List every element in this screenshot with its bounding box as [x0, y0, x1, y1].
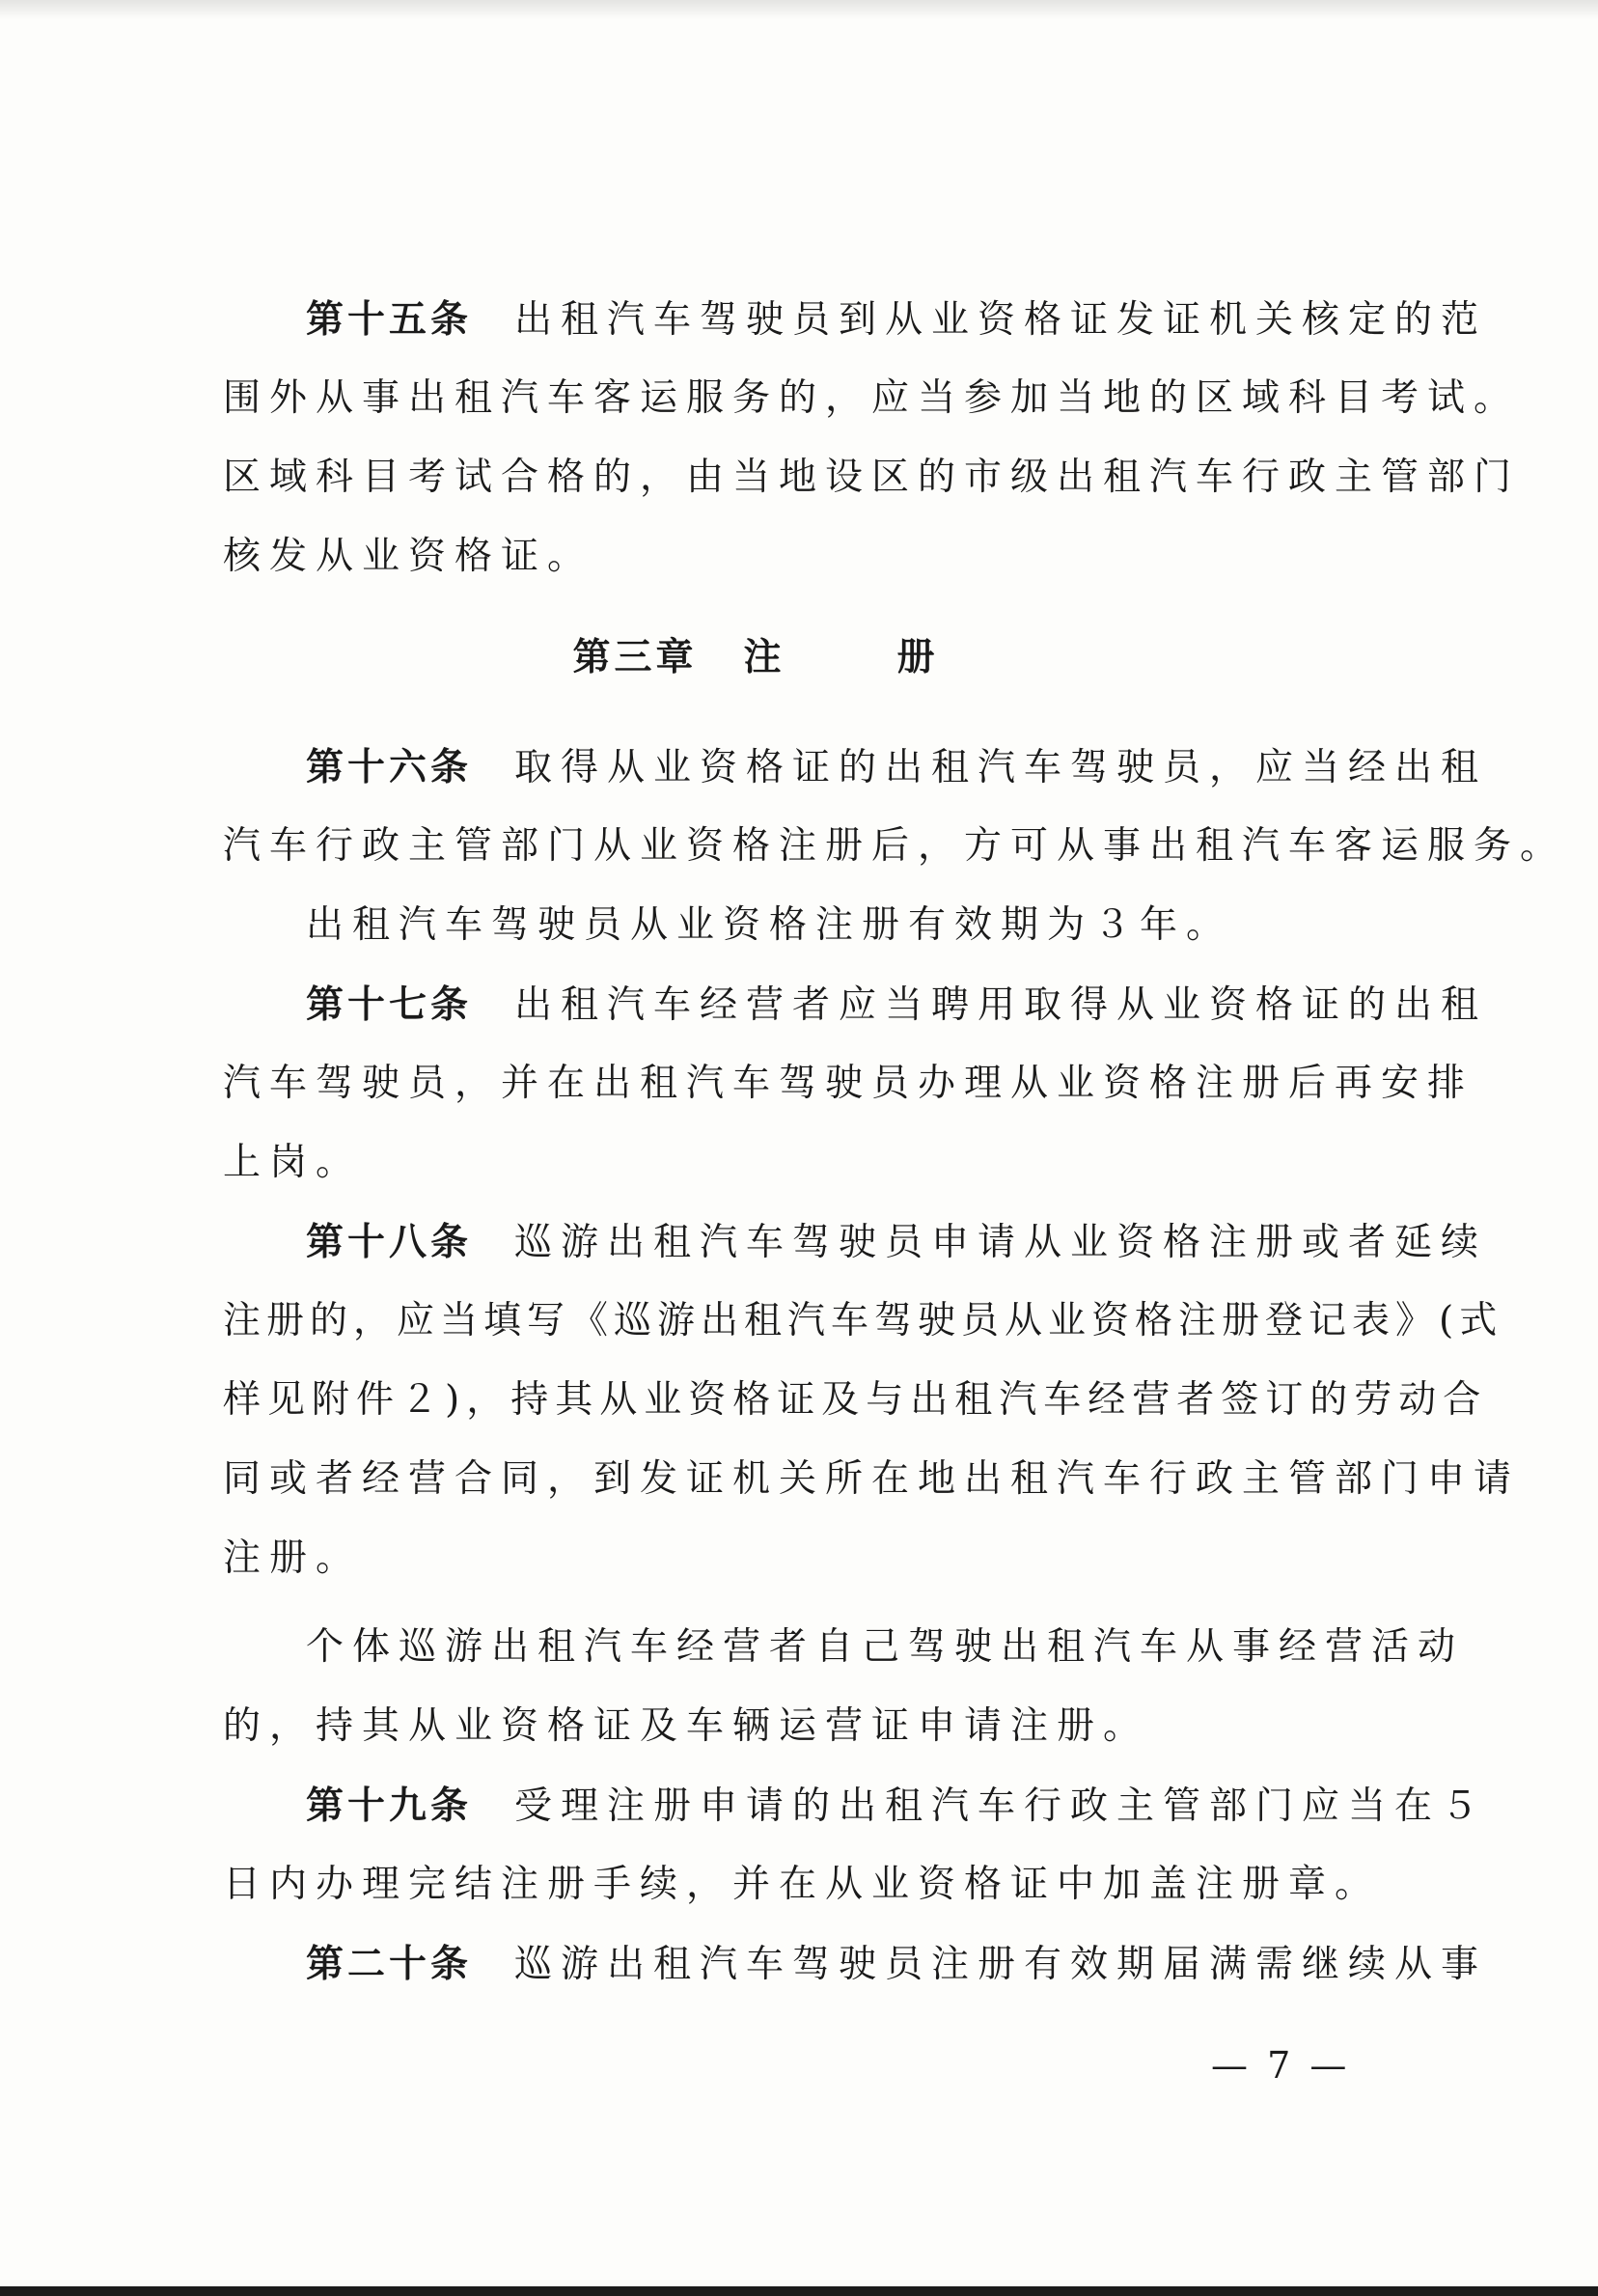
article-18-line-6: 个体巡游出租汽车经营者自己驾驶出租汽车从事经营活动: [306, 1625, 1465, 1669]
article-15-text-1: 出租汽车驾驶员到从业资格证发证机关核定的范: [514, 298, 1488, 342]
article-17-text-1: 出租汽车经营者应当聘用取得从业资格证的出租: [514, 983, 1488, 1027]
article-18-line-1: [223, 1203, 1488, 1282]
article-20-line-1: [223, 1924, 1488, 2004]
article-15-number: 第十五条: [306, 297, 473, 342]
article-19-line-2: 日内办理完结注册手续，并在从业资格证中加盖注册章。: [223, 1863, 1382, 1906]
article-15-line-3: 区域科目考试合格的，由当地设区的市级出租汽车行政主管部门: [223, 456, 1521, 499]
chapter-name: 注册: [743, 635, 1051, 679]
article-17-line-3: 上岗。: [223, 1141, 363, 1184]
article-18-line-4: 同或者经营合同，到发证机关所在地出租汽车行政主管部门申请: [223, 1457, 1521, 1501]
article-20-text-1: 巡游出租汽车驾驶员注册有效期届满需继续从事: [514, 1943, 1488, 1986]
chapter-heading: [223, 604, 1400, 710]
article-18-number: 第十八条: [306, 1220, 473, 1264]
page-number: — 7 —: [1211, 2044, 1351, 2087]
article-15-line-4: 核发从业资格证。: [223, 535, 594, 578]
article-19-text-1: 受理注册申请的出租汽车行政主管部门应当在５: [514, 1784, 1488, 1828]
article-16-line-1: [223, 728, 1488, 807]
article-17-line-1: [223, 965, 1488, 1044]
article-18-line-3: 样见附件２)，持其从业资格证及与出租汽车经营者签订的劳动合: [223, 1378, 1488, 1422]
article-19-line-1: [223, 1766, 1488, 1845]
article-16-text-1: 取得从业资格证的出租汽车驾驶员，应当经出租: [514, 746, 1488, 789]
article-15-line-2: 围外从事出租汽车客运服务的，应当参加当地的区域科目考试。: [223, 376, 1521, 420]
article-17-line-2: 汽车驾驶员，并在出租汽车驾驶员办理从业资格注册后再安排: [223, 1062, 1474, 1105]
scan-bottom-edge: [0, 2286, 1598, 2296]
article-18-text-1: 巡游出租汽车驾驶员申请从业资格注册或者延续: [514, 1221, 1488, 1264]
article-18-line-2: 注册的，应当填写《巡游出租汽车驾驶员从业资格注册登记表》(式: [223, 1299, 1503, 1342]
article-18-line-5: 注册。: [223, 1536, 363, 1580]
article-19-number: 第十九条: [306, 1784, 473, 1828]
scan-top-edge: [0, 0, 1598, 19]
article-16-line-3: 出租汽车驾驶员从业资格注册有效期为３年。: [306, 903, 1233, 947]
document-body: [223, 280, 1567, 2004]
article-18-line-7: 的，持其从业资格证及车辆运营证申请注册。: [223, 1704, 1150, 1748]
chapter-label: 第三章: [572, 635, 698, 679]
article-15-line-1: [223, 280, 1488, 359]
article-16-number: 第十六条: [306, 745, 473, 789]
article-20-number: 第二十条: [306, 1942, 473, 1986]
article-16-line-2: 汽车行政主管部门从业资格注册后，方可从事出租汽车客运服务。: [223, 824, 1567, 868]
article-17-number: 第十七条: [306, 982, 473, 1027]
